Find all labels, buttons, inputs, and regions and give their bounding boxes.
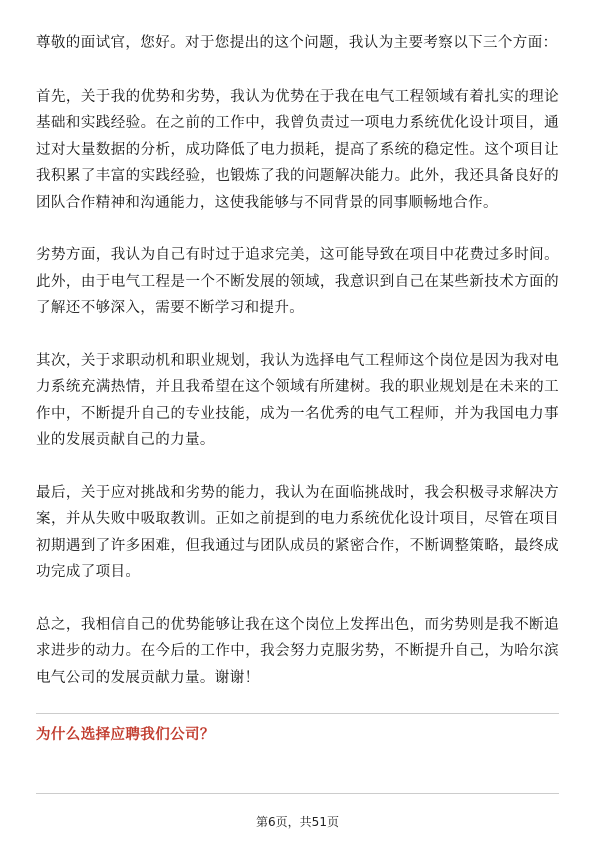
next-question-heading: 为什么选择应聘我们公司？ — [36, 727, 215, 743]
heading-underline — [36, 793, 559, 794]
document-body — [36, 30, 559, 746]
greeting-paragraph: 尊敬的面试官，您好。对于您提出的这个问题，我认为主要考察以下三个方面： — [36, 35, 558, 51]
motivation-paragraph: 其次，关于求职动机和职业规划，我认为选择电气工程师这个岗位是因为我对电力系统充满热情，并且我希望在这个领域有所建树。我的职业规划是在未来的工作中，不断提升自己的专业技能，成为一名优秀的电气工程师，并为我国电力事业的发展贡献自己的力量。 — [36, 352, 559, 448]
challenges-paragraph: 最后，关于应对挑战和劣势的能力，我认为在面临挑战时，我会积极寻求解决方案，并从失败中吸取教训。正如之前提到的电力系统优化设计项目，尽管在项目初期遇到了许多困难，但我通过与团队成员的紧密合作，不断调整策略，最终成功完成了项目。 — [36, 484, 559, 580]
section-divider — [36, 713, 559, 714]
weaknesses-paragraph: 劣势方面，我认为自己有时过于追求完美，这可能导致在项目中花费过多时间。此外，由于电气工程是一个不断发展的领域，我意识到自己在某些新技术方面的了解还不够深入，需要不断学习和提升。 — [36, 247, 559, 316]
page-indicator: 第6页，共51页 — [256, 815, 339, 829]
strengths-paragraph: 首先，关于我的优势和劣势，我认为优势在于我在电气工程领域有着扎实的理论基础和实践经验。在之前的工作中，我曾负责过一项电力系统优化设计项目，通过对大量数据的分析，成功降低了电力损耗，提高了系统的稳定性。这个项目让我积累了丰富的实践经验，也锻炼了我的问题解决能力。此外，我还具备良好的团队合作精神和沟通能力，这使我能够与不同背景的同事顺畅地合作。 — [36, 88, 559, 211]
conclusion-paragraph: 总之，我相信自己的优势能够让我在这个岗位上发挥出色，而劣势则是我不断追求进步的动力。在今后的工作中，我会努力克服劣势，不断提升自己，为哈尔滨电气公司的发展贡献力量。谢谢！ — [36, 616, 559, 686]
